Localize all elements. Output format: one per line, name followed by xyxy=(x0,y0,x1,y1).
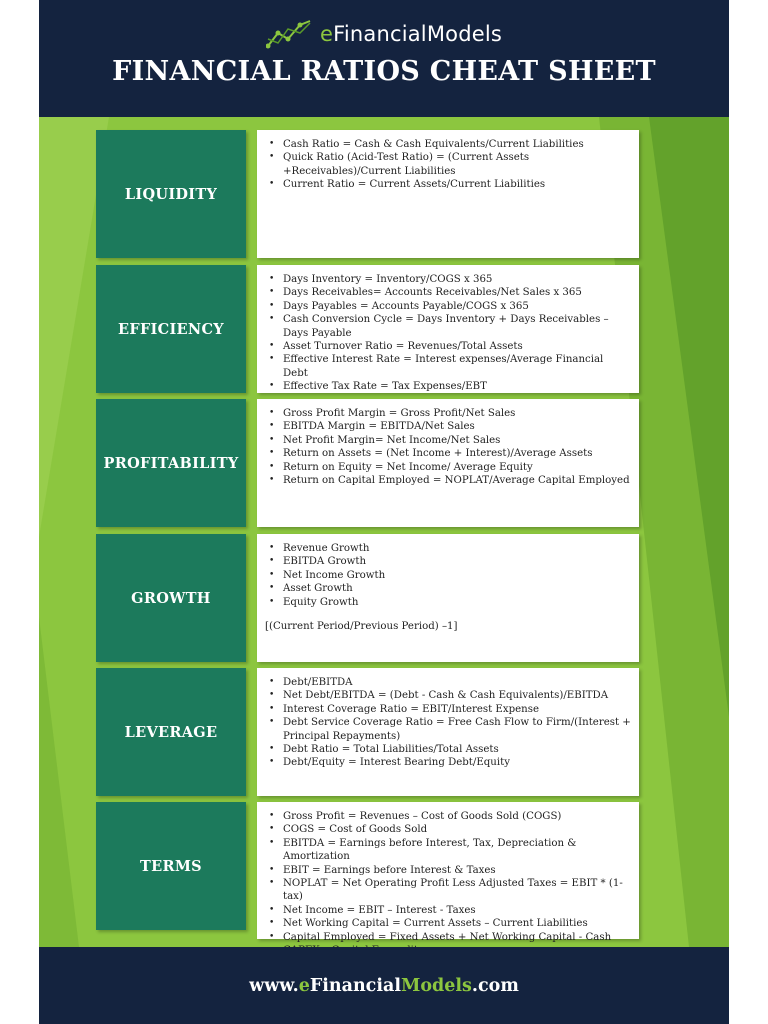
formula-item: • Return on Assets = (Net Income + Interest)/Average Assets xyxy=(283,447,631,460)
formula-item: • EBITDA Margin = EBITDA/Net Sales xyxy=(283,420,631,433)
section-growth xyxy=(39,534,729,662)
formula-item: • Revenue Growth xyxy=(283,542,631,555)
section-label: EFFICIENCY xyxy=(96,265,246,393)
formula-item: • Quick Ratio (Acid-Test Ratio) = (Current Assets +Receivables)/Current Liabilities xyxy=(283,151,631,178)
section-profitability xyxy=(39,399,729,527)
formula-item: • Capital Employed = Fixed Assets + Net Working Capital - Cash xyxy=(283,931,631,944)
formula-item: • Current Ratio = Current Assets/Current Liabilities xyxy=(283,178,631,191)
formula-item: • Net Profit Margin= Net Income/Net Sales xyxy=(283,434,631,447)
formula-item: • Asset Growth xyxy=(283,582,631,595)
section-content xyxy=(257,802,639,943)
formula-item: • Debt Service Coverage Ratio = Free Cash Flow to Firm/(Interest + Principal Repayments) xyxy=(283,716,631,743)
formula-item: • Equity Growth xyxy=(283,596,631,609)
formula-item: • Days Inventory = Inventory/COGS x 365 xyxy=(283,273,631,286)
formula-list xyxy=(265,273,631,394)
formula-item: • Effective Interest Rate = Interest expenses/Average Financial Debt xyxy=(283,353,631,380)
formula-item: • Interest Coverage Ratio = EBIT/Interest Expense xyxy=(283,703,631,716)
section-label: GROWTH xyxy=(96,534,246,662)
section-liquidity xyxy=(39,130,729,258)
formula-item: • EBITDA Growth xyxy=(283,555,631,568)
formula-item: • Net Debt/EBITDA = (Debt - Cash & Cash Equivalents)/EBITDA xyxy=(283,689,631,702)
formula-item: • Asset Turnover Ratio = Revenues/Total Assets xyxy=(283,340,631,353)
formula-item: • Days Receivables= Accounts Receivables/Net Sales x 365 xyxy=(283,286,631,299)
formula-item: • Gross Profit = Revenues – Cost of Goods Sold (COGS) xyxy=(283,810,631,823)
section-content xyxy=(257,399,639,527)
header xyxy=(39,0,729,117)
formula-item: • Debt/Equity = Interest Bearing Debt/Equity xyxy=(283,756,631,769)
formula-item: • Net Working Capital = Current Assets – Current Liabilities xyxy=(283,917,631,930)
formula-item: • Days Payables = Accounts Payable/COGS x 365 xyxy=(283,300,631,313)
formula-item: • Net Income = EBIT – Interest - Taxes xyxy=(283,904,631,917)
chart-growth-icon xyxy=(266,19,312,49)
formula-item: • Return on Equity = Net Income/ Average Equity xyxy=(283,461,631,474)
formula-item: • EBITDA = Earnings before Interest, Tax, Depreciation & Amortization xyxy=(283,837,631,864)
footer xyxy=(39,947,729,1024)
formula-item: • Cash Conversion Cycle = Days Inventory + Days Receivables – Days Payable xyxy=(283,313,631,340)
formula-list xyxy=(265,138,631,192)
formula-item: • EBIT = Earnings before Interest & Taxes xyxy=(283,864,631,877)
formula-list xyxy=(265,810,631,957)
section-content xyxy=(257,130,639,258)
formula-item: • Debt Ratio = Total Liabilities/Total Assets xyxy=(283,743,631,756)
formula-list xyxy=(265,542,631,609)
logo xyxy=(39,14,729,54)
formula-item: • Debt/EBITDA xyxy=(283,676,631,689)
formula-item: • Net Income Growth xyxy=(283,569,631,582)
page-title: FINANCIAL RATIOS CHEAT SHEET xyxy=(112,56,656,87)
formula-list xyxy=(265,407,631,487)
section-label: PROFITABILITY xyxy=(96,399,246,527)
section-label: LEVERAGE xyxy=(96,668,246,796)
section-label: TERMS xyxy=(96,802,246,930)
website-link[interactable]: www.eFinancialModels.com xyxy=(249,975,519,996)
section-label: LIQUIDITY xyxy=(96,130,246,258)
formula-item: • Cash Ratio = Cash & Cash Equivalents/Current Liabilities xyxy=(283,138,631,151)
formula-item: • NOPLAT = Net Operating Profit Less Adjusted Taxes = EBIT * (1-tax) xyxy=(283,877,631,904)
section-efficiency xyxy=(39,265,729,393)
formula-item: • Effective Tax Rate = Tax Expenses/EBT xyxy=(283,380,631,393)
formula-item: • Return on Capital Employed = NOPLAT/Average Capital Employed xyxy=(283,474,631,487)
formula-list xyxy=(265,676,631,770)
logo-text: eFinancialModels xyxy=(319,22,503,46)
section-leverage xyxy=(39,668,729,796)
cheat-sheet xyxy=(39,0,729,1024)
section-terms xyxy=(39,802,729,943)
formula-note: [(Current Period/Previous Period) –1] xyxy=(265,621,458,633)
formula-item: • Gross Profit Margin = Gross Profit/Net Sales xyxy=(283,407,631,420)
formula-item: • COGS = Cost of Goods Sold xyxy=(283,823,631,836)
section-content xyxy=(257,668,639,796)
section-content xyxy=(257,534,639,662)
section-content xyxy=(257,265,639,393)
